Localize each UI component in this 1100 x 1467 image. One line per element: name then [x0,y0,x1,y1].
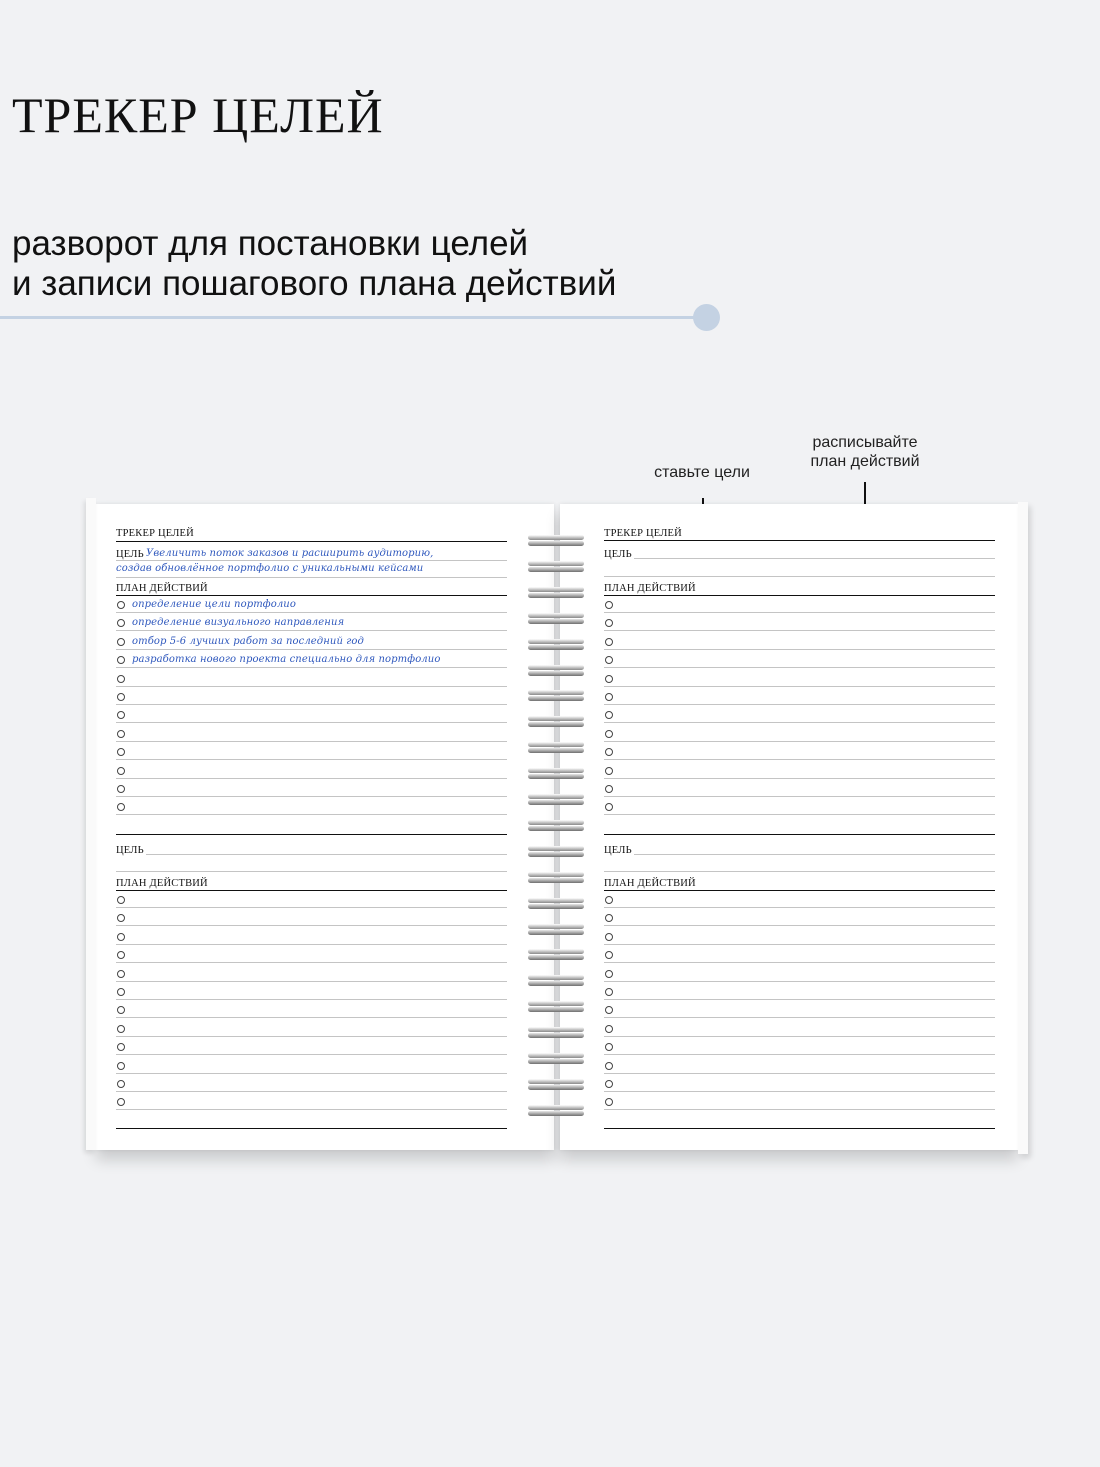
goal-label: ЦЕЛЬ [604,549,632,560]
callout-set-goals: ставьте цели [654,464,750,481]
goal-handwritten-line-2: создав обновлённое портфолио с уникальными кейсами [116,563,424,574]
task-checkbox[interactable] [605,785,613,793]
task-checkbox[interactable] [605,1025,613,1033]
task-checkbox[interactable] [605,1043,613,1051]
task-checkbox[interactable] [117,1025,125,1033]
task-rule [604,649,995,650]
task-checkbox[interactable] [605,730,613,738]
task-checkbox[interactable] [117,988,125,996]
plan-rule [604,595,995,596]
task-rule [604,778,995,779]
task-checkbox[interactable] [117,803,125,811]
divider-rule [604,834,995,835]
task-rule [604,1036,995,1037]
task-checkbox[interactable] [605,1062,613,1070]
spiral-ring [526,1079,586,1091]
header-rule [604,540,995,541]
goal-rule [116,871,507,872]
goal-rule [116,560,507,561]
task-handwritten-text: определение визуального направления [132,617,345,629]
spiral-ring [526,665,586,677]
task-checkbox[interactable] [605,601,613,609]
task-checkbox[interactable] [117,970,125,978]
callout-plan-line-1: расписывайте [812,434,918,451]
plan-label: ПЛАН ДЕЙСТВИЙ [116,583,208,594]
task-rule [604,704,995,705]
task-rule [604,759,995,760]
goal-handwritten-line-1: Увеличить поток заказов и расширить аудиторию, [146,548,434,559]
task-handwritten-text: отбор 5-6 лучших работ за последний год [132,635,364,647]
task-rule [116,962,507,963]
task-checkbox[interactable] [605,693,613,701]
spiral-ring [526,716,586,728]
goal-section-1 [116,548,507,588]
task-rule [116,944,507,945]
task-rule [604,1054,995,1055]
spiral-ring [526,742,586,754]
task-checkbox[interactable] [605,1006,613,1014]
tracker-header-label: ТРЕКЕР ЦЕЛЕЙ [604,528,682,539]
task-rule [604,907,995,908]
task-rule [116,796,507,797]
bottom-rule [116,1128,507,1129]
goal-rule [634,854,995,855]
task-rule [116,759,507,760]
task-rule [604,962,995,963]
spiral-ring [526,768,586,780]
goal-rule [604,576,995,577]
task-checkbox[interactable] [605,1080,613,1088]
spiral-binding [526,535,586,1125]
spiral-ring [526,898,586,910]
task-rule [116,741,507,742]
task-checkbox[interactable] [605,638,613,646]
plan-rule [116,890,507,891]
task-rule [116,704,507,705]
task-checkbox[interactable] [605,896,613,904]
task-rule [604,630,995,631]
task-rule [604,814,995,815]
task-rule [604,741,995,742]
task-rule [604,1073,995,1074]
spiral-ring [526,924,586,936]
task-checkbox[interactable] [117,748,125,756]
spiral-ring [526,1053,586,1065]
task-rule [116,981,507,982]
task-checkbox[interactable] [117,656,125,664]
accent-line [0,316,706,319]
task-rule [116,925,507,926]
task-rule [116,1073,507,1074]
task-rule [116,630,507,631]
spiral-ring [526,820,586,832]
task-checkbox[interactable] [605,970,613,978]
page-title: ТРЕКЕР ЦЕЛЕЙ [12,87,384,143]
divider-rule [116,834,507,835]
spiral-ring [526,535,586,547]
notebook-right-page [560,504,1018,1150]
task-rule [116,778,507,779]
spiral-ring [526,587,586,599]
goal-rule [604,871,995,872]
spiral-ring [526,1105,586,1117]
task-rule [116,649,507,650]
spiral-ring [526,872,586,884]
task-rule [116,999,507,1000]
subtitle [12,224,616,304]
spiral-ring [526,690,586,702]
task-rule [604,925,995,926]
task-rule [604,944,995,945]
task-rule [116,1036,507,1037]
task-rule [604,1017,995,1018]
task-checkbox[interactable] [605,619,613,627]
task-checkbox[interactable] [117,619,125,627]
task-rule [116,1091,507,1092]
task-rule [116,1054,507,1055]
task-checkbox[interactable] [605,951,613,959]
task-checkbox[interactable] [117,1062,125,1070]
task-checkbox[interactable] [605,933,613,941]
spiral-ring [526,561,586,573]
task-rule [116,612,507,613]
task-checkbox[interactable] [117,1098,125,1106]
task-checkbox[interactable] [117,785,125,793]
task-checkbox[interactable] [117,638,125,646]
task-checkbox[interactable] [605,711,613,719]
task-checkbox[interactable] [117,933,125,941]
task-rule [116,1109,507,1110]
task-rule [604,796,995,797]
task-checkbox[interactable] [605,1098,613,1106]
task-checkbox[interactable] [117,1006,125,1014]
spiral-ring [526,639,586,651]
subtitle-line-1: разворот для постановки целей [12,224,529,263]
callout-plan-line-2: план действий [810,453,920,470]
goal-rule [634,558,995,559]
task-checkbox[interactable] [117,914,125,922]
task-checkbox[interactable] [117,951,125,959]
task-rule [116,667,507,668]
subtitle-line-2: и записи пошагового плана действий [12,264,617,303]
task-rule [604,1091,995,1092]
task-checkbox[interactable] [117,1043,125,1051]
accent-dot [693,304,720,331]
spiral-ring [526,794,586,806]
task-rule [604,686,995,687]
task-checkbox[interactable] [117,1080,125,1088]
goal-rule [146,854,507,855]
bottom-rule [604,1128,995,1129]
spiral-ring [526,949,586,961]
task-checkbox[interactable] [117,896,125,904]
task-rule [604,981,995,982]
task-checkbox[interactable] [117,711,125,719]
task-checkbox[interactable] [117,675,125,683]
plan-label: ПЛАН ДЕЙСТВИЙ [604,878,696,889]
task-checkbox[interactable] [117,730,125,738]
task-checkbox[interactable] [117,693,125,701]
task-checkbox[interactable] [605,748,613,756]
task-rule [116,907,507,908]
goal-rule [116,577,507,578]
plan-rule [604,890,995,891]
goal-label: ЦЕЛЬ [604,845,632,856]
task-rule [604,612,995,613]
spiral-ring [526,846,586,858]
task-rule [604,999,995,1000]
task-rule [116,686,507,687]
task-handwritten-text: определение цели портфолио [132,599,296,610]
task-rule [604,667,995,668]
plan-rule [116,595,507,596]
plan-label: ПЛАН ДЕЙСТВИЙ [116,878,208,889]
notebook-left-page [96,504,554,1150]
task-rule [116,1017,507,1018]
callout-plan-actions [795,433,935,471]
goal-label: ЦЕЛЬ [116,549,144,560]
spiral-ring [526,975,586,987]
task-checkbox[interactable] [605,988,613,996]
plan-label: ПЛАН ДЕЙСТВИЙ [604,583,696,594]
task-rule [116,814,507,815]
task-checkbox[interactable] [605,656,613,664]
task-checkbox[interactable] [117,601,125,609]
tracker-header-label: ТРЕКЕР ЦЕЛЕЙ [116,528,194,539]
task-handwritten-text: разработка нового проекта специально для портфолио [132,654,441,666]
spiral-ring [526,1027,586,1039]
spiral-ring [526,1001,586,1013]
task-rule [604,1109,995,1110]
task-rule [116,722,507,723]
task-checkbox[interactable] [117,767,125,775]
task-checkbox[interactable] [605,803,613,811]
task-checkbox[interactable] [605,767,613,775]
goal-label: ЦЕЛЬ [116,845,144,856]
task-checkbox[interactable] [605,675,613,683]
task-checkbox[interactable] [605,914,613,922]
task-rule [604,722,995,723]
spiral-ring [526,613,586,625]
header-rule [116,541,507,542]
